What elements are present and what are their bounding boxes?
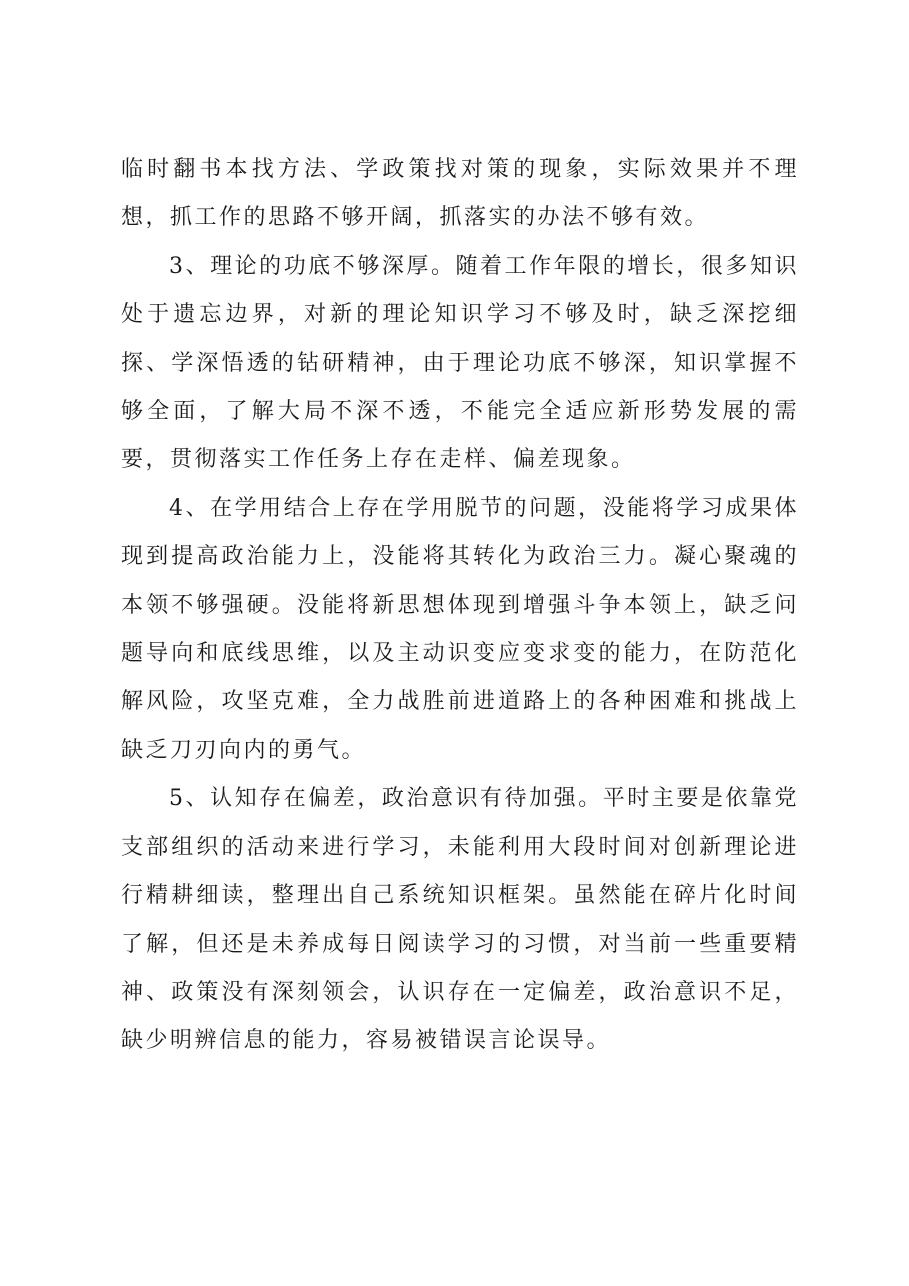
paragraph-continuation: 临时翻书本找方法、学政策找对策的现象，实际效果并不理想，抓工作的思路不够开阔，抓落实的办法不够有效。: [121, 157, 799, 231]
paragraph-item-4: 4、在学用结合上存在学用脱节的问题，没能将学习成果体现到提高政治能力上，没能将其转化为政治三力。凝心聚魂的本领不够强硬。没能将新思想体现到增强斗争本领上，缺乏问题导向和底线思维，以及主动识变应变求变的能力，在防范化解风险，攻坚克难，全力战胜前进道路上的各种困难和挑战上缺乏刀刃向内的勇气。: [121, 495, 799, 763]
document-body: [121, 146, 799, 1066]
paragraph-item-5: 5、认知存在偏差，政治意识有待加强。平时主要是依靠党支部组织的活动来进行学习，未能利用大段时间对创新理论进行精耕细读，整理出自己系统知识框架。虽然能在碎片化时间了解，但还是未养成每日阅读学习的习惯，对当前一些重要精神、政策没有深刻领会，认识存在一定偏差，政治意识不足，缺少明辨信息的能力，容易被错误言论误导。: [121, 786, 799, 1054]
paragraph-item-3: 3、理论的功底不够深厚。随着工作年限的增长，很多知识处于遗忘边界，对新的理论知识学习不够及时，缺乏深挖细探、学深悟透的钻研精神，由于理论功底不够深，知识掌握不够全面，了解大局不深不透，不能完全适应新形势发展的需要，贯彻落实工作任务上存在走样、偏差现象。: [121, 253, 799, 473]
